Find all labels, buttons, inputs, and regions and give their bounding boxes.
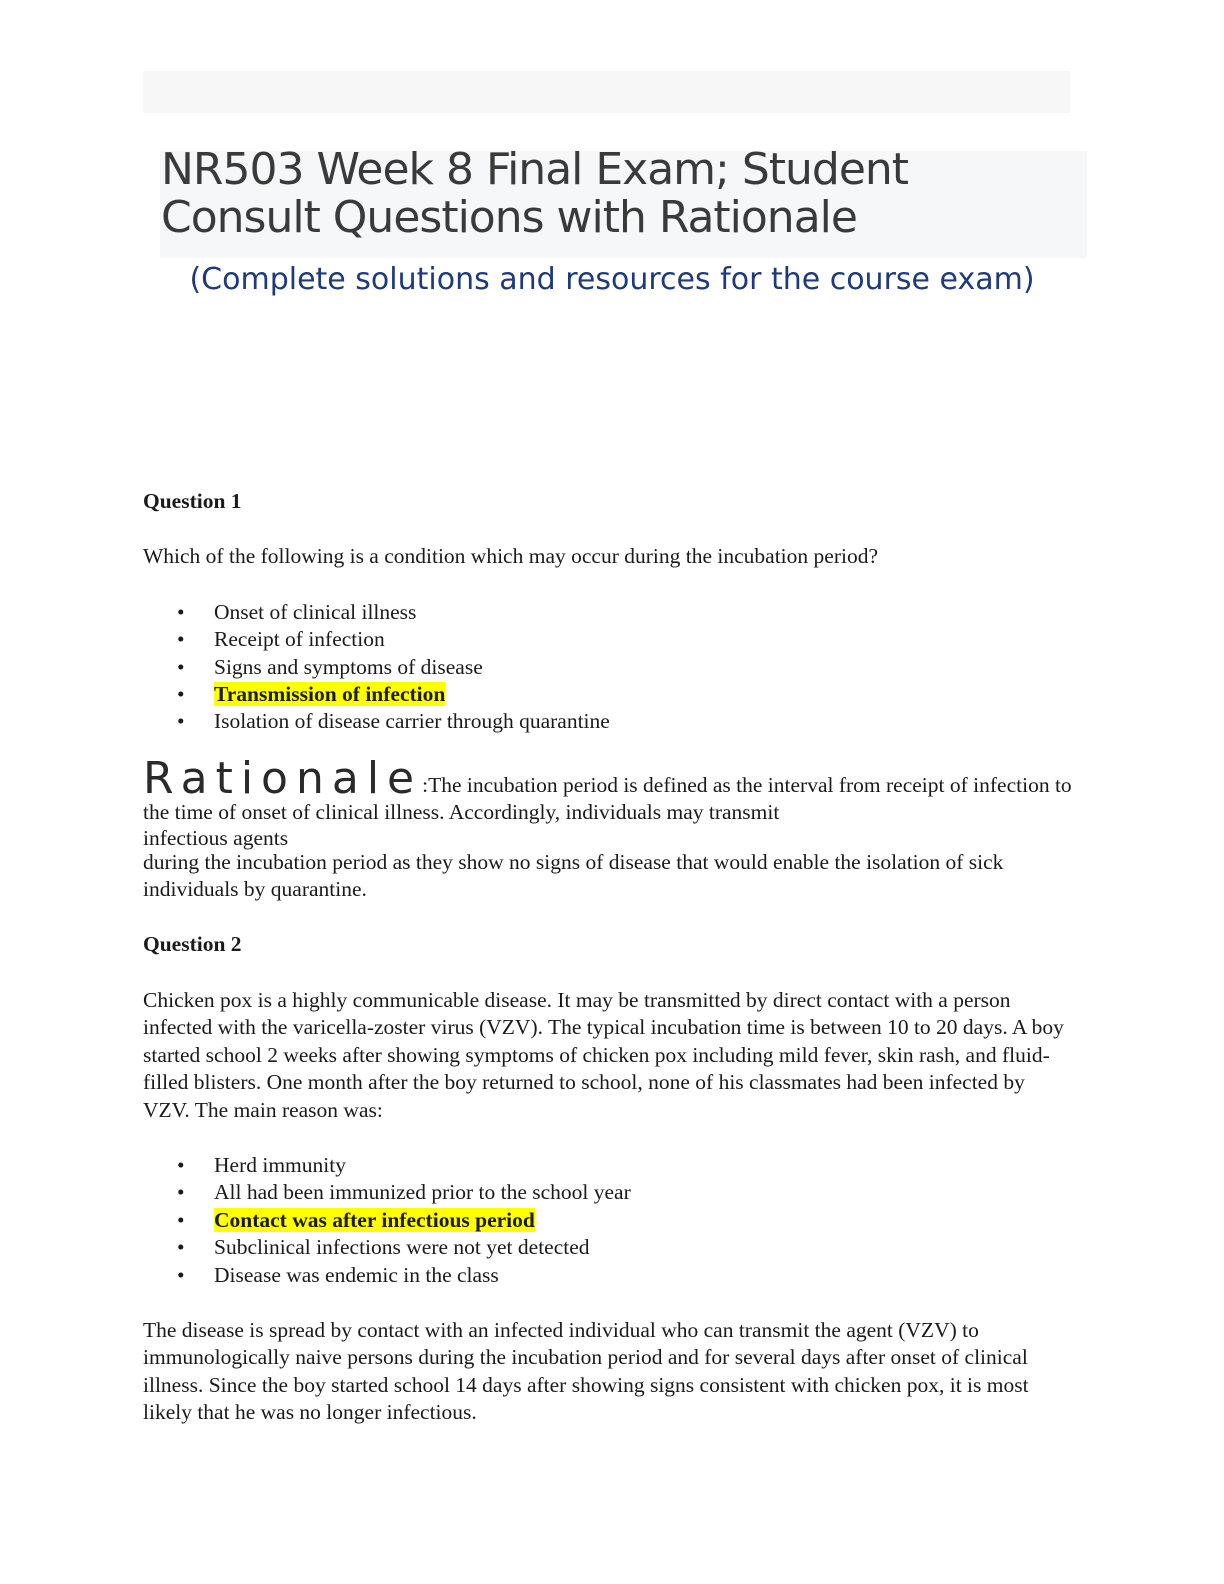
answer-option: • Receipt of infection [143,626,1073,653]
correct-answer-option [143,681,1073,708]
answer-option: • Subclinical infections were not yet detected [143,1234,1073,1261]
question-text: Which of the following is a condition which may occur during the incubation period? [143,544,878,569]
rationale [143,752,1073,904]
document-subtitle: (Complete solutions and resources for the course exam) [189,262,1035,297]
header-bar [143,71,1070,113]
answer-options [143,1152,1073,1289]
rationale-text: during the incubation period as they show no signs of disease that would enable the isolation of sick individuals by quarantine. [143,849,1004,902]
answer-highlight: Contact was after infectious period [214,1207,535,1232]
question-heading: Question 1 [143,489,242,513]
answer-option: • Isolation of disease carrier through quarantine [143,708,1073,735]
rationale-text: infectious agents [143,825,289,850]
answer-options [143,599,1073,736]
answer-option: • Disease was endemic in the class [143,1262,1073,1289]
document-title: NR503 Week 8 Final Exam; Student Consult Questions with Rationale [161,144,909,243]
question-1 [143,488,1073,903]
answer-option: • Onset of clinical illness [143,599,1073,626]
explanation-text: The disease is spread by contact with an infected individual who can transmit the agent (VZV) to immunologically naive persons during the incubation period and for several days after onset of clinical illness. Since the boy started school 14 days after showing signs consistent with chicken pox, it is most likely that he was no longer infectious. [143,1317,1029,1425]
answer-option: • Herd immunity [143,1152,1073,1179]
rationale-label: Rationale [143,752,423,804]
document-body [143,488,1073,1427]
question-2 [143,931,1073,1426]
answer-option: • All had been immunized prior to the school year [143,1179,1073,1206]
rationale-text: :The incubation period is defined as the interval from receipt of infection to the time of onset of clinical illness. Accordingly, individuals may transmit [143,772,1072,825]
answer-highlight: Transmission of infection [214,682,446,707]
correct-answer-option [143,1207,1073,1234]
answer-option: • Signs and symptoms of disease [143,654,1073,681]
question-heading: Question 2 [143,932,242,957]
question-text: Chicken pox is a highly communicable disease. It may be transmitted by direct contact with a person infected with the varicella-zoster virus (VZV). The typical incubation time is between 10 to 20 days. A boy started school 2 weeks after showing symptoms of chicken pox including mild fever, skin rash, and fluid-filled blisters. One month after the boy returned to school, none of his classmates had been infected by VZV. The main reason was: [143,987,1064,1122]
